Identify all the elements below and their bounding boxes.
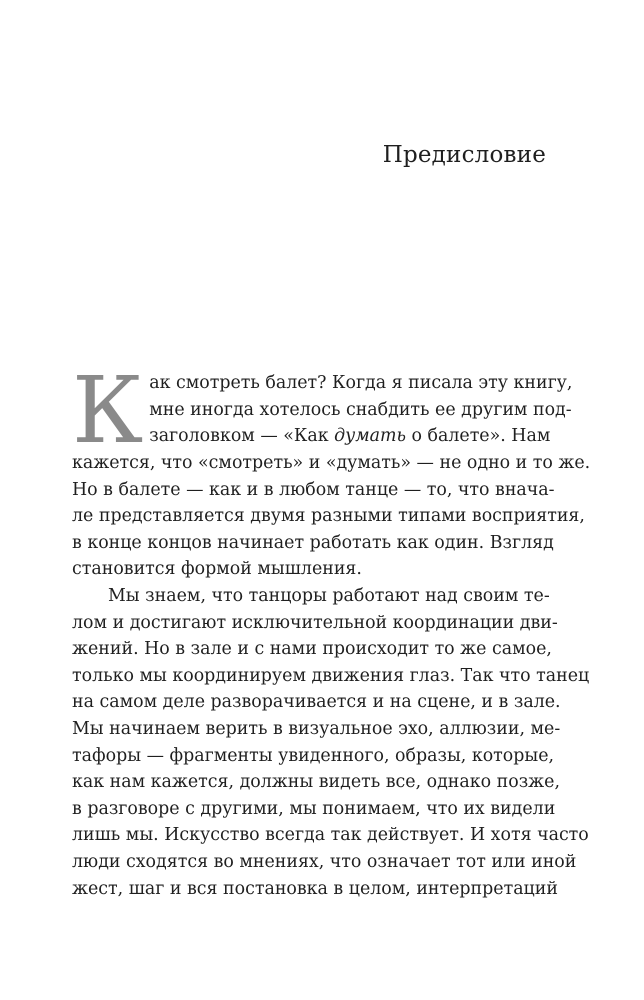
text-line: люди сходятся во мнениях, что означает тот или иной [72, 851, 577, 872]
text-fragment: о балете». Нам [405, 426, 551, 447]
drop-cap-letter: К [72, 357, 144, 464]
body-text [72, 357, 591, 902]
paragraph-1 [72, 357, 591, 583]
chapter-title: Предисловие [382, 142, 546, 168]
text-line: кажется, что «смотреть» и «думать» — не одно и то же. [72, 453, 591, 473]
text-line: лом и достигают исключительной координации дви- [72, 612, 558, 633]
text-line: жест, шаг и вся постановка в целом, интерпретаций [72, 878, 558, 899]
text-line: мне иногда хотелось снабдить ее другим под- [149, 399, 572, 420]
text-line: Но в балете — как и в любом танце — то, что внача- [72, 479, 555, 500]
text-line: ак смотреть балет? Когда я писала эту книгу, [149, 373, 573, 393]
text-line: Мы знаем, что танцоры работают над своим те- [108, 585, 550, 606]
text-fragment: заголовком — «Как [149, 426, 335, 447]
italic-word: думать [334, 426, 406, 447]
text-line: в конце концов начинает работать как один. Взгляд [72, 532, 554, 553]
text-line: жений. Но в зале и с нами происходит то же самое, [72, 639, 552, 660]
text-line: становится формой мышления. [72, 559, 362, 580]
text-line: ле представляется двумя разными типами восприятия, [72, 506, 585, 527]
text-line: как нам кажется, должны видеть все, однако позже, [72, 772, 560, 793]
text-line: тафоры — фрагменты увиденного, образы, которые, [72, 745, 555, 766]
text-line: Мы начинаем верить в визуальное эхо, аллюзии, ме- [72, 718, 561, 739]
paragraph-2 [72, 583, 590, 902]
text-line: на самом деле разворачивается и на сцене, и в зале. [72, 692, 561, 713]
text-line: лишь мы. Искусство всегда так действует. И хотя часто [72, 825, 589, 846]
text-line: в разговоре с другими, мы понимаем, что их видели [72, 798, 556, 819]
text-line: только мы координируем движения глаз. Так что танец [72, 665, 590, 686]
